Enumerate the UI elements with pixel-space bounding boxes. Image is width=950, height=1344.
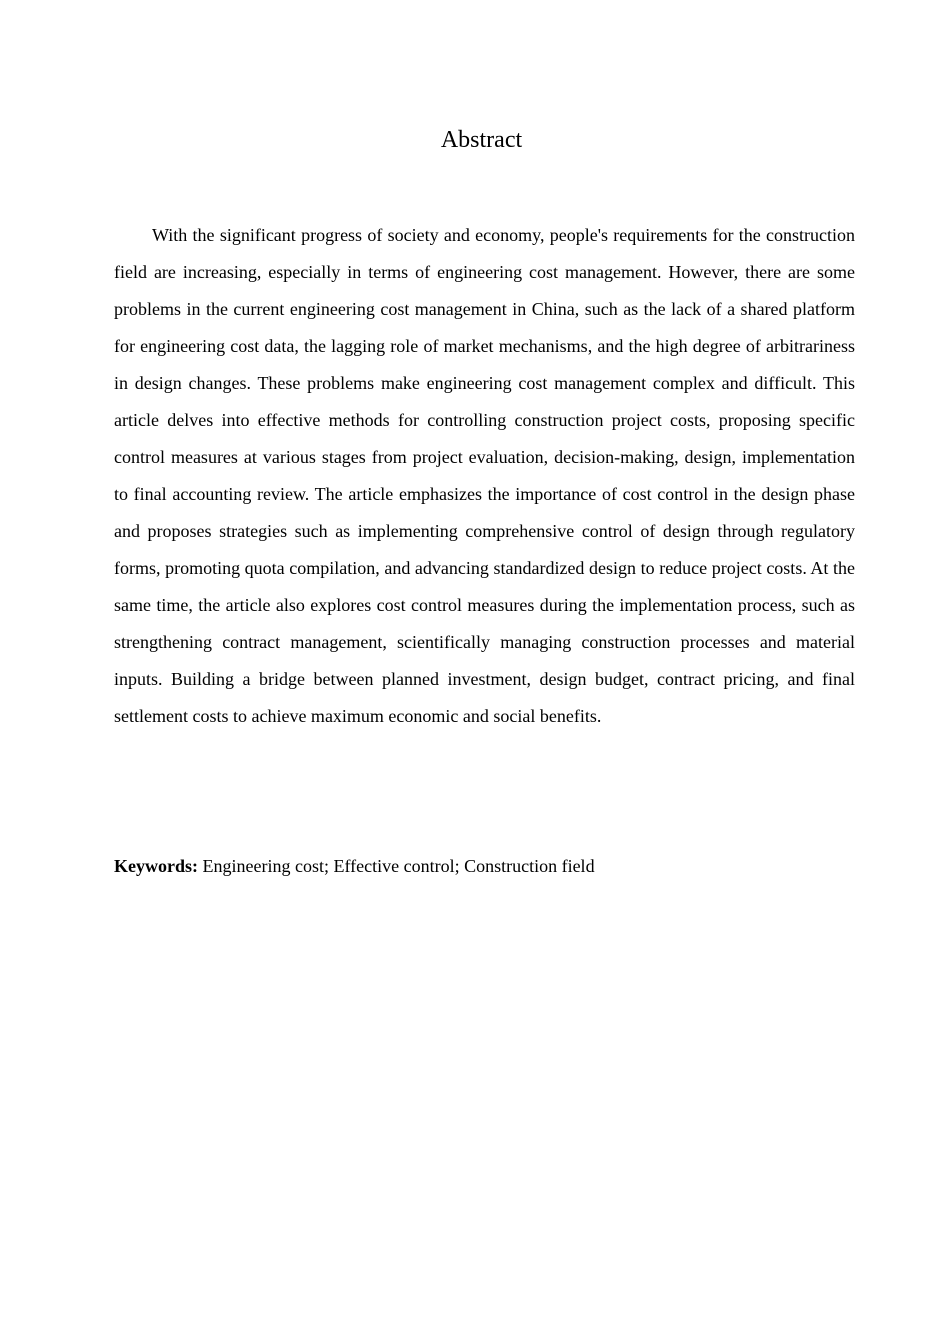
- keywords-value: Engineering cost; Effective control; Construction field: [202, 856, 595, 876]
- abstract-paragraph: With the significant progress of society and economy, people's requirements for the construction field are increasing, especially in terms of engineering cost management. However, there are some problems in the current engineering cost management in China, such as the lack of a shared platform for engineering cost data, the lagging role of market mechanisms, and the high degree of arbitrariness in design changes. These problems make engineering cost management complex and difficult. This article delves into effective methods for controlling construction project costs, proposing specific control measures at various stages from project evaluation, decision-making, design, implementation to final accounting review. The article emphasizes the importance of cost control in the design phase and proposes strategies such as implementing comprehensive control of design through regulatory forms, promoting quota compilation, and advancing standardized design to reduce project costs. At the same time, the article also explores cost control measures during the implementation process, such as strengthening contract management, scientifically managing construction processes and material inputs. Building a bridge between planned investment, design budget, contract pricing, and final settlement costs to achieve maximum economic and social benefits.: [114, 225, 855, 726]
- keywords-label: Keywords:: [114, 856, 198, 876]
- page-title: Abstract: [440, 127, 523, 153]
- keywords-line: [114, 848, 855, 885]
